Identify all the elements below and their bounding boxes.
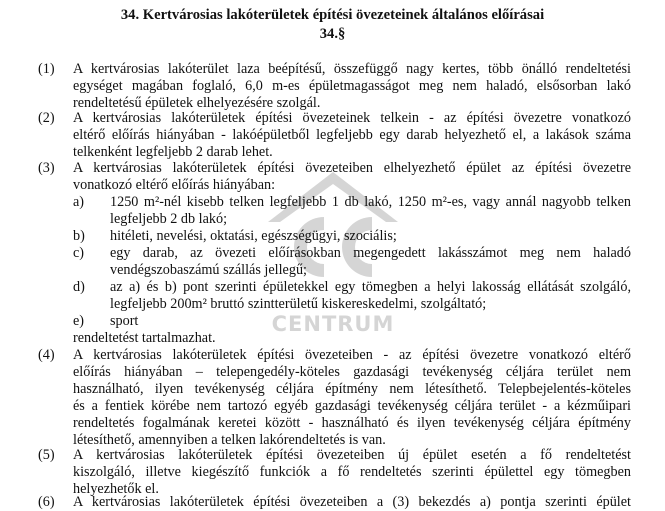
paragraph-line: A kertvárosias lakóterületek építési övezeteinek telkein - az építési övezetre vonatkozó bbox=[73, 110, 631, 126]
subitem-label: c) bbox=[73, 245, 85, 261]
subitem-line: legfeljebb 2 db lakó; bbox=[110, 211, 228, 227]
paragraph-line: rendeltetés fogalmának keretei között - használható és ilyen tevékenység céljára építmény bbox=[73, 415, 631, 431]
paragraph-number: (1) bbox=[38, 61, 55, 77]
paragraph-number: (2) bbox=[38, 110, 55, 126]
subitem-label: b) bbox=[73, 228, 85, 244]
subitem-line: sport bbox=[110, 313, 139, 329]
paragraph-line: kiszolgáló, illetve kiegészítő funkciók a fő rendeltetés szerinti épülettel egy tömegben bbox=[73, 464, 631, 480]
paragraph-line: helyezhetők el. bbox=[73, 481, 159, 497]
subitem-line: egy darab, az övezeti előírásokban megengedett lakásszámot meg nem haladó bbox=[110, 245, 631, 261]
section-number: 34.§ bbox=[319, 26, 346, 42]
subitem-label: e) bbox=[73, 313, 85, 329]
watermark-text: CENTRUM bbox=[271, 312, 395, 336]
paragraph-line: rendeltetést tartalmazhat. bbox=[73, 330, 216, 346]
paragraph-number: (5) bbox=[38, 447, 55, 463]
paragraph-line: és a fentiek körébe nem tartozó egyéb gazdasági tevékenység céljára terület - a kézműipari bbox=[73, 398, 631, 414]
paragraph-line: A kertvárosias lakóterület laza beépítésű, összefüggő nagy kertes, több önálló rendeltetési bbox=[73, 61, 631, 77]
subitem-label: d) bbox=[73, 279, 85, 295]
page-title: 34. Kertvárosias lakóterületek építési övezeteinek általános előírásai bbox=[120, 7, 545, 23]
paragraph-line: rendeltetésű épületek elhelyezésére szolgál. bbox=[73, 95, 321, 111]
paragraph-number: (3) bbox=[38, 160, 55, 176]
paragraph-line: telkenként legfeljebb 2 darab lehet. bbox=[73, 144, 273, 160]
paragraph-line: előírás hiányában – telepengedély-köteles gazdasági tevékenység céljára terület nem bbox=[73, 364, 631, 380]
subitem-line: 1250 m²-nél kisebb telken legfeljebb 1 db lakó, 1250 m²-es, vagy annál nagyobb telken bbox=[110, 194, 631, 210]
paragraph-line: A kertvárosias lakóterületek építési övezeteiben új épület esetén a fő rendeltetést bbox=[73, 447, 631, 463]
subitem-line: az a) és b) pont szerinti épületekkel egy tömegben a helyi lakosság ellátását szolgáló, bbox=[110, 279, 631, 295]
subitem-line: hitéleti, nevelési, oktatási, egészségügyi, szociális; bbox=[110, 228, 397, 244]
paragraph-number: (6) bbox=[38, 494, 55, 510]
paragraph-line: használható, ilyen tevékenység céljára építmény nem létesíthető. Telepbejelentés-köteles bbox=[73, 381, 631, 397]
paragraph-number: (4) bbox=[38, 347, 55, 363]
paragraph-line: létesíthető, amennyiben a telken lakórendeltetés is van. bbox=[73, 432, 386, 448]
paragraph-line: A kertvárosias lakóterületek építési övezeteiben elhelyezhető épület az építési övezetre bbox=[73, 160, 631, 176]
paragraph-line: egységet magában foglaló, 6,0 m-es épületmagasságot meg nem haladó, elsősorban lakó bbox=[73, 78, 631, 94]
paragraph-line: A kertvárosias lakóterületek építési övezeteiben - az építési övezetre vonatkozó eltérő bbox=[73, 347, 631, 363]
subitem-line: legfeljebb 200m² bruttó szintterületű kiskereskedelmi, szolgáltató; bbox=[110, 296, 487, 312]
subitem-line: vendégszobaszámú szállás jellegű; bbox=[110, 262, 307, 278]
paragraph-line: eltérő előírás hiányában - lakóépületből legfeljebb egy darab helyezhető el, a lakások száma bbox=[73, 127, 631, 143]
paragraph-line: vonatkozó eltérő előírás hiányában: bbox=[73, 177, 276, 193]
subitem-label: a) bbox=[73, 194, 85, 210]
paragraph-line: A kertvárosias lakóterületek építési övezeteiben a (3) bekezdés a) pontja szerinti épület bbox=[73, 494, 631, 510]
